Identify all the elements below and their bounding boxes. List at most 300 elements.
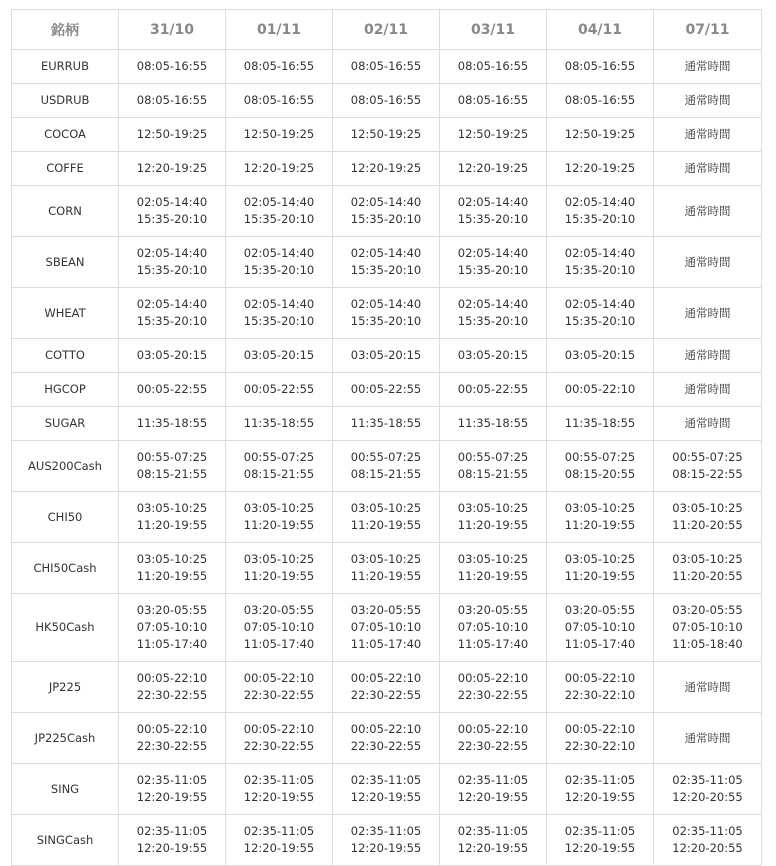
hours-cell (226, 118, 333, 152)
hours-range: 12:50-19:25 (457, 127, 529, 141)
hours-range: 22:30-22:55 (136, 688, 208, 702)
hours-range: 02:35-11:05 (243, 824, 315, 838)
hours-range: 通常時間 (684, 730, 731, 745)
hours-cell (119, 288, 226, 339)
hours-range: 11:35-18:55 (243, 416, 315, 430)
hours-range: 11:20-19:55 (564, 518, 636, 532)
hours-cell (226, 815, 333, 866)
hours-range: 15:35-20:10 (350, 314, 422, 328)
hours-range: 08:05-16:55 (457, 59, 529, 73)
symbol-cell: SINGCash (12, 815, 119, 866)
hours-cell (440, 84, 547, 118)
hours-range: 11:20-19:55 (564, 569, 636, 583)
hours-cell (333, 373, 440, 407)
hours-range: 08:05-16:55 (564, 93, 636, 107)
hours-range: 03:05-20:15 (457, 348, 529, 362)
hours-cell (440, 815, 547, 866)
hours-range: 02:35-11:05 (564, 773, 636, 787)
hours-range: 00:05-22:10 (564, 671, 636, 685)
hours-range: 00:05-22:55 (350, 382, 422, 396)
hours-range: 11:35-18:55 (350, 416, 422, 430)
hours-range: 12:20-19:55 (243, 790, 315, 804)
hours-range: 11:20-19:55 (350, 518, 422, 532)
hours-range: 03:05-10:25 (457, 552, 529, 566)
table-row (12, 288, 762, 339)
hours-range: 02:35-11:05 (564, 824, 636, 838)
hours-cell (654, 288, 762, 339)
hours-cell (226, 237, 333, 288)
hours-cell (440, 237, 547, 288)
hours-range: 08:15-20:55 (564, 467, 636, 481)
hours-cell (333, 543, 440, 594)
hours-range: 08:05-16:55 (243, 93, 315, 107)
hours-range: 12:20-20:55 (672, 841, 743, 855)
hours-cell (119, 407, 226, 441)
hours-cell (440, 339, 547, 373)
hours-range: 11:35-18:55 (564, 416, 636, 430)
hours-range: 11:05-17:40 (564, 637, 636, 651)
hours-cell (440, 662, 547, 713)
hours-range: 通常時間 (684, 161, 731, 175)
hours-cell (654, 594, 762, 662)
hours-cell (547, 662, 654, 713)
hours-range: 12:20-19:25 (564, 161, 636, 175)
hours-cell (440, 543, 547, 594)
hours-cell (119, 662, 226, 713)
hours-cell (547, 118, 654, 152)
hours-range: 03:20-05:55 (672, 603, 743, 617)
hours-cell (226, 662, 333, 713)
hours-range: 02:05-14:40 (136, 246, 208, 260)
hours-range: 00:05-22:55 (136, 382, 208, 396)
hours-range: 15:35-20:10 (457, 314, 529, 328)
hours-range: 12:50-19:25 (136, 127, 208, 141)
hours-range: 00:05-22:10 (564, 722, 636, 736)
hours-range: 03:05-10:25 (243, 552, 315, 566)
hours-range: 12:20-19:55 (350, 841, 422, 855)
hours-range: 08:15-21:55 (136, 467, 208, 481)
hours-cell (547, 441, 654, 492)
hours-range: 12:20-19:55 (136, 790, 208, 804)
hours-range: 08:05-16:55 (564, 59, 636, 73)
hours-range: 12:20-19:25 (457, 161, 529, 175)
column-header-symbol: 銘柄 (12, 10, 119, 50)
hours-range: 03:05-10:25 (136, 552, 208, 566)
hours-range: 03:05-10:25 (564, 552, 636, 566)
hours-range: 11:20-19:55 (457, 569, 529, 583)
hours-cell (547, 84, 654, 118)
hours-range: 15:35-20:10 (457, 212, 529, 226)
hours-cell (333, 237, 440, 288)
hours-range: 00:55-07:25 (136, 450, 208, 464)
hours-range: 12:50-19:25 (564, 127, 636, 141)
hours-range: 12:20-19:55 (457, 790, 529, 804)
hours-cell (226, 339, 333, 373)
column-header-date: 01/11 (226, 10, 333, 50)
symbol-cell: USDRUB (12, 84, 119, 118)
hours-range: 00:55-07:25 (350, 450, 422, 464)
hours-range: 03:05-10:25 (672, 501, 743, 515)
hours-cell (547, 407, 654, 441)
hours-cell (119, 152, 226, 186)
hours-range: 00:55-07:25 (243, 450, 315, 464)
hours-range: 07:05-10:10 (564, 620, 636, 634)
hours-range: 02:35-11:05 (136, 824, 208, 838)
hours-cell (440, 441, 547, 492)
hours-range: 15:35-20:10 (457, 263, 529, 277)
hours-range: 02:05-14:40 (243, 246, 315, 260)
hours-cell (654, 339, 762, 373)
hours-cell (547, 186, 654, 237)
symbol-cell: JP225 (12, 662, 119, 713)
table-row (12, 373, 762, 407)
hours-cell (333, 186, 440, 237)
hours-range: 12:50-19:25 (243, 127, 315, 141)
hours-range: 12:50-19:25 (350, 127, 422, 141)
hours-range: 00:05-22:10 (457, 671, 529, 685)
trading-hours-table (11, 9, 762, 866)
column-header-date: 02/11 (333, 10, 440, 50)
hours-cell (333, 764, 440, 815)
hours-range: 03:05-20:15 (136, 348, 208, 362)
hours-cell (547, 288, 654, 339)
hours-cell (547, 152, 654, 186)
hours-range: 02:35-11:05 (672, 824, 743, 838)
hours-range: 12:20-19:55 (564, 841, 636, 855)
column-header-date: 03/11 (440, 10, 547, 50)
hours-range: 00:05-22:10 (564, 382, 636, 396)
hours-range: 12:20-19:25 (243, 161, 315, 175)
hours-range: 通常時間 (684, 203, 731, 218)
hours-cell (654, 84, 762, 118)
hours-range: 11:20-19:55 (243, 569, 315, 583)
hours-range: 02:35-11:05 (457, 773, 529, 787)
hours-range: 22:30-22:55 (350, 739, 422, 753)
hours-cell (654, 237, 762, 288)
hours-range: 11:20-19:55 (350, 569, 422, 583)
hours-cell (654, 373, 762, 407)
hours-cell (333, 441, 440, 492)
hours-range: 03:20-05:55 (136, 603, 208, 617)
hours-cell (654, 713, 762, 764)
symbol-cell: COFFE (12, 152, 119, 186)
hours-range: 11:20-19:55 (243, 518, 315, 532)
hours-cell (119, 543, 226, 594)
hours-cell (333, 339, 440, 373)
hours-range: 08:05-16:55 (136, 93, 208, 107)
hours-cell (547, 237, 654, 288)
table-row (12, 186, 762, 237)
table-row (12, 441, 762, 492)
hours-range: 15:35-20:10 (243, 212, 315, 226)
table-row (12, 118, 762, 152)
hours-range: 00:55-07:25 (564, 450, 636, 464)
hours-cell (119, 118, 226, 152)
table-row (12, 237, 762, 288)
hours-range: 11:20-19:55 (457, 518, 529, 532)
hours-range: 通常時間 (684, 59, 731, 73)
hours-range: 02:35-11:05 (350, 773, 422, 787)
hours-cell (226, 152, 333, 186)
hours-cell (654, 50, 762, 84)
hours-range: 07:05-10:10 (243, 620, 315, 634)
hours-cell (226, 288, 333, 339)
hours-cell (333, 662, 440, 713)
hours-cell (333, 713, 440, 764)
hours-cell (547, 815, 654, 866)
hours-range: 00:55-07:25 (457, 450, 529, 464)
hours-cell (333, 492, 440, 543)
hours-range: 22:30-22:55 (457, 739, 529, 753)
hours-cell (226, 441, 333, 492)
hours-cell (654, 186, 762, 237)
hours-cell (547, 50, 654, 84)
hours-range: 22:30-22:10 (564, 739, 636, 753)
hours-range: 通常時間 (684, 382, 731, 396)
hours-range: 08:05-16:55 (136, 59, 208, 73)
table-row (12, 84, 762, 118)
hours-range: 00:05-22:55 (243, 382, 315, 396)
hours-range: 通常時間 (684, 416, 731, 430)
hours-range: 03:05-10:25 (457, 501, 529, 515)
hours-range: 15:35-20:10 (564, 263, 636, 277)
symbol-cell: CORN (12, 186, 119, 237)
hours-cell (226, 186, 333, 237)
hours-range: 15:35-20:10 (350, 212, 422, 226)
hours-range: 02:05-14:40 (564, 246, 636, 260)
hours-range: 12:20-19:55 (457, 841, 529, 855)
hours-range: 03:05-10:25 (672, 552, 743, 566)
hours-range: 通常時間 (684, 348, 731, 362)
hours-range: 02:35-11:05 (457, 824, 529, 838)
hours-range: 11:20-19:55 (136, 518, 208, 532)
hours-range: 12:20-19:55 (243, 841, 315, 855)
hours-cell (547, 339, 654, 373)
hours-cell (654, 815, 762, 866)
hours-range: 00:05-22:10 (243, 671, 315, 685)
hours-range: 02:35-11:05 (672, 773, 743, 787)
table-row (12, 815, 762, 866)
symbol-cell: SBEAN (12, 237, 119, 288)
table-row (12, 543, 762, 594)
hours-cell (119, 713, 226, 764)
hours-cell (654, 118, 762, 152)
hours-cell (440, 492, 547, 543)
hours-cell (333, 407, 440, 441)
hours-cell (547, 764, 654, 815)
hours-cell (654, 543, 762, 594)
hours-cell (440, 186, 547, 237)
hours-range: 00:55-07:25 (672, 450, 743, 464)
hours-cell (333, 84, 440, 118)
hours-range: 15:35-20:10 (136, 263, 208, 277)
symbol-cell: EURRUB (12, 50, 119, 84)
hours-range: 通常時間 (684, 305, 731, 320)
hours-cell (119, 50, 226, 84)
hours-cell (654, 441, 762, 492)
hours-range: 08:15-21:55 (457, 467, 529, 481)
hours-range: 03:05-10:25 (136, 501, 208, 515)
symbol-cell: JP225Cash (12, 713, 119, 764)
symbol-cell: SING (12, 764, 119, 815)
hours-range: 15:35-20:10 (136, 314, 208, 328)
hours-range: 通常時間 (684, 254, 731, 269)
hours-cell (333, 288, 440, 339)
hours-range: 08:05-16:55 (243, 59, 315, 73)
symbol-cell: HGCOP (12, 373, 119, 407)
hours-range: 22:30-22:10 (564, 688, 636, 702)
symbol-cell: WHEAT (12, 288, 119, 339)
hours-range: 03:05-10:25 (350, 501, 422, 515)
hours-range: 03:05-10:25 (564, 501, 636, 515)
hours-range: 11:05-17:40 (136, 637, 208, 651)
hours-range: 00:05-22:10 (350, 671, 422, 685)
hours-range: 02:05-14:40 (457, 246, 529, 260)
hours-cell (119, 815, 226, 866)
hours-cell (333, 50, 440, 84)
table-row (12, 764, 762, 815)
hours-cell (119, 373, 226, 407)
hours-cell (547, 543, 654, 594)
hours-cell (226, 373, 333, 407)
hours-range: 03:20-05:55 (564, 603, 636, 617)
hours-range: 02:35-11:05 (243, 773, 315, 787)
hours-range: 02:05-14:40 (136, 297, 208, 311)
hours-cell (119, 764, 226, 815)
hours-range: 00:05-22:10 (457, 722, 529, 736)
hours-cell (333, 152, 440, 186)
table-row (12, 713, 762, 764)
hours-range: 15:35-20:10 (564, 212, 636, 226)
hours-cell (119, 186, 226, 237)
hours-cell (440, 152, 547, 186)
hours-cell (440, 118, 547, 152)
hours-cell (654, 407, 762, 441)
hours-range: 11:05-17:40 (457, 637, 529, 651)
hours-range: 07:05-10:10 (457, 620, 529, 634)
hours-range: 02:35-11:05 (350, 824, 422, 838)
hours-range: 07:05-10:10 (350, 620, 422, 634)
hours-range: 11:05-17:40 (350, 637, 422, 651)
column-header-date: 04/11 (547, 10, 654, 50)
hours-range: 02:05-14:40 (564, 195, 636, 209)
hours-cell (119, 237, 226, 288)
hours-range: 02:05-14:40 (457, 195, 529, 209)
column-header-date: 31/10 (119, 10, 226, 50)
table-row (12, 594, 762, 662)
hours-range: 11:20-20:55 (672, 569, 743, 583)
symbol-cell: CHI50 (12, 492, 119, 543)
table-body (12, 50, 762, 866)
hours-cell (333, 118, 440, 152)
table-row (12, 339, 762, 373)
hours-cell (547, 594, 654, 662)
hours-range: 07:05-10:10 (136, 620, 208, 634)
hours-cell (119, 492, 226, 543)
hours-cell (119, 441, 226, 492)
hours-cell (119, 594, 226, 662)
hours-range: 02:05-14:40 (136, 195, 208, 209)
hours-range: 12:20-19:55 (564, 790, 636, 804)
hours-range: 02:35-11:05 (136, 773, 208, 787)
header-row (12, 10, 762, 50)
hours-range: 通常時間 (684, 127, 731, 141)
hours-cell (440, 407, 547, 441)
hours-cell (226, 543, 333, 594)
hours-range: 22:30-22:55 (350, 688, 422, 702)
hours-range: 22:30-22:55 (243, 688, 315, 702)
hours-cell (547, 492, 654, 543)
hours-range: 03:05-10:25 (350, 552, 422, 566)
hours-range: 02:05-14:40 (350, 297, 422, 311)
hours-range: 11:35-18:55 (457, 416, 529, 430)
symbol-cell: COTTO (12, 339, 119, 373)
hours-cell (226, 50, 333, 84)
hours-cell (440, 594, 547, 662)
table-row (12, 492, 762, 543)
hours-range: 03:05-20:15 (564, 348, 636, 362)
hours-cell (440, 373, 547, 407)
symbol-cell: SUGAR (12, 407, 119, 441)
hours-cell (226, 713, 333, 764)
hours-cell (440, 713, 547, 764)
symbol-cell: HK50Cash (12, 594, 119, 662)
hours-cell (440, 50, 547, 84)
hours-range: 03:20-05:55 (457, 603, 529, 617)
hours-range: 11:05-17:40 (243, 637, 315, 651)
hours-range: 02:05-14:40 (243, 297, 315, 311)
hours-range: 00:05-22:55 (457, 382, 529, 396)
hours-range: 00:05-22:10 (243, 722, 315, 736)
hours-range: 15:35-20:10 (350, 263, 422, 277)
hours-range: 03:05-10:25 (243, 501, 315, 515)
hours-cell (119, 339, 226, 373)
hours-range: 03:20-05:55 (350, 603, 422, 617)
hours-range: 03:20-05:55 (243, 603, 315, 617)
hours-range: 11:20-19:55 (136, 569, 208, 583)
hours-cell (440, 288, 547, 339)
hours-cell (654, 662, 762, 713)
hours-cell (654, 492, 762, 543)
hours-range: 08:15-21:55 (243, 467, 315, 481)
hours-range: 08:05-16:55 (350, 59, 422, 73)
hours-range: 11:05-18:40 (672, 637, 743, 651)
hours-range: 02:05-14:40 (457, 297, 529, 311)
hours-cell (333, 594, 440, 662)
hours-range: 00:05-22:10 (136, 722, 208, 736)
hours-range: 12:20-20:55 (672, 790, 743, 804)
hours-range: 00:05-22:10 (350, 722, 422, 736)
table-row (12, 407, 762, 441)
hours-cell (654, 152, 762, 186)
hours-range: 15:35-20:10 (243, 263, 315, 277)
symbol-cell: CHI50Cash (12, 543, 119, 594)
hours-range: 15:35-20:10 (564, 314, 636, 328)
column-header-date: 07/11 (654, 10, 762, 50)
table-row (12, 50, 762, 84)
hours-range: 08:05-16:55 (350, 93, 422, 107)
hours-range: 15:35-20:10 (243, 314, 315, 328)
hours-cell (226, 84, 333, 118)
table-row (12, 662, 762, 713)
hours-range: 08:15-21:55 (350, 467, 422, 481)
hours-range: 12:20-19:25 (136, 161, 208, 175)
hours-range: 02:05-14:40 (350, 195, 422, 209)
hours-range: 15:35-20:10 (136, 212, 208, 226)
hours-cell (654, 764, 762, 815)
hours-cell (547, 373, 654, 407)
hours-range: 00:05-22:10 (136, 671, 208, 685)
